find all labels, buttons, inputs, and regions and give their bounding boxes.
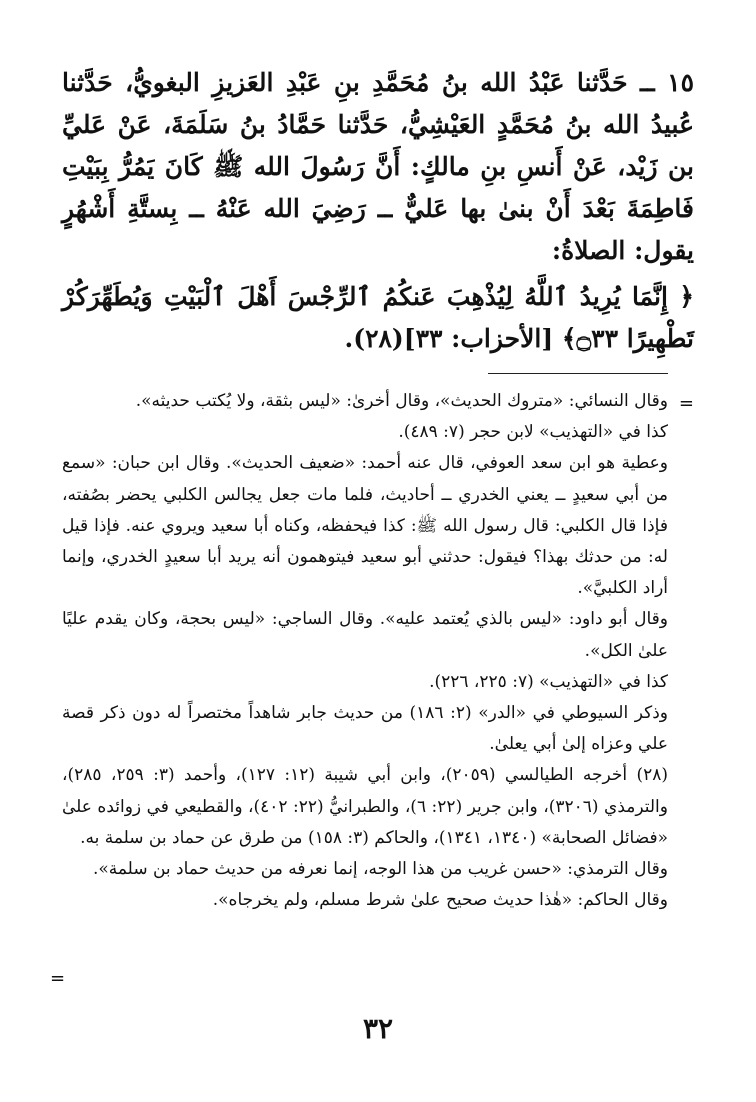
hadith-paragraph: ١٥ ــ حَدَّثنا عَبْدُ الله بنُ مُحَمَّدِ بنِ عَبْدِ العَزيزِ البغويُّ، حَدَّثنا عُبيدُ الله بنُ مُحَمَّدٍ العَيْشِيُّ، حَدَّثنا حَمَّادُ بنُ سَلَمَةَ، عَنْ عَليِّ بن زَيْد، عَنْ أَنسِ بنِ مالكٍ: أَنَّ رَسُولَ الله ﷺ كَانَ يَمُرُّ بِبَيْتِ فَاطِمَةَ بَعْدَ أَنْ بنىٰ بها عَليٌّ ــ رَضِيَ الله عَنْهُ ــ بِستَّةِ أَشْهُرٍ يقول: الصلاةُ: (62, 68, 694, 265)
footnote-28: (٢٨) أخرجه الطيالسي (٢٠٥٩)، وابن أبي شيبة (١٢: ١٢٧)، وأحمد (٣: ٢٥٩، ٢٨٥)، والترمذي (٣٢٠٦)، وابن جرير (٢٢: ٦)، والطبرانيُّ (٢٢: ٤٠٢)، والقطيعي في زوائده علىٰ «فضائل الصحابة» (١٣٤٠، ١٣٤١)، والحاكم (٣: ١٥٨) من طرق عن حماد بن سلمة به. (62, 765, 669, 848)
continuation-mark-bottom: = (50, 968, 66, 989)
footnote-line: وقال النسائي: «متروك الحديث»، وقال أخرىٰ: «ليس بثقة، ولا يُكتب حديثه». (135, 391, 668, 411)
footnote-line: وقال الحاكم: «هٰذا حديث صحيح علىٰ شرط مسلم، ولم يخرجاه». (212, 890, 668, 911)
quran-verse: ﴿ إِنَّمَا يُرِيدُ ٱللَّهُ لِيُذْهِبَ عَنكُمُ ٱلرِّجْسَ أَهْلَ ٱلْبَيْتِ وَيُطَهِّرَكُرْ تَطْهِيرًا ۝٣٣﴾ [الأحزاب: ٣٣](٢٨). (62, 282, 694, 353)
page-number: ٣٢ (362, 1012, 394, 1045)
footnote-line: وذكر السيوطي في «الدر» (٢: ١٨٦) من حديث جابر شاهداً مختصراً له دون ذكر قصة علي وعزاه إلىٰ أبي يعلىٰ. (62, 703, 668, 755)
footnote-line: كذا في «التهذيب» (٧: ٢٢٥، ٢٢٦). (429, 671, 668, 692)
footnote-line: وعطية هو ابن سعد العوفي، قال عنه أحمد: «ضعيف الحديث». وقال ابن حبان: «سمع من أبي سعيدٍ ــ يعني الخدري ــ أحاديث، فلما مات جعل يجالس الكلبي يحضر بصُفته، فإذا قال الكلبي: قال رسول الله ﷺ: كذا فيحفظه، وكناه أبا سعيد ويروي عنه. فإذا قيل له: من حدثك بهذا؟ فيقول: حدثني أبو سعيد فيتوهمون أنه يريد أبا سعيدٍ الخدري، وإنما أراد الكلبيَّ». (62, 453, 668, 599)
footnotes (62, 386, 668, 916)
footnote-line: وقال أبو داود: «ليس بالذي يُعتمد عليه». وقال الساجي: «ليس بحجة، وكان يقدم عليًا علىٰ الكل». (62, 609, 668, 661)
footnote-line: كذا في «التهذيب» لابن حجر (٧: ٤٨٩). (398, 422, 668, 443)
footnote-line: وقال الترمذي: «حسن غريب من هذا الوجه، إنما نعرفه من حديث حماد بن سلمة». (92, 859, 668, 880)
continuation-mark-top: = (678, 393, 694, 414)
hadith-body (62, 62, 694, 360)
footnote-separator (488, 373, 668, 374)
